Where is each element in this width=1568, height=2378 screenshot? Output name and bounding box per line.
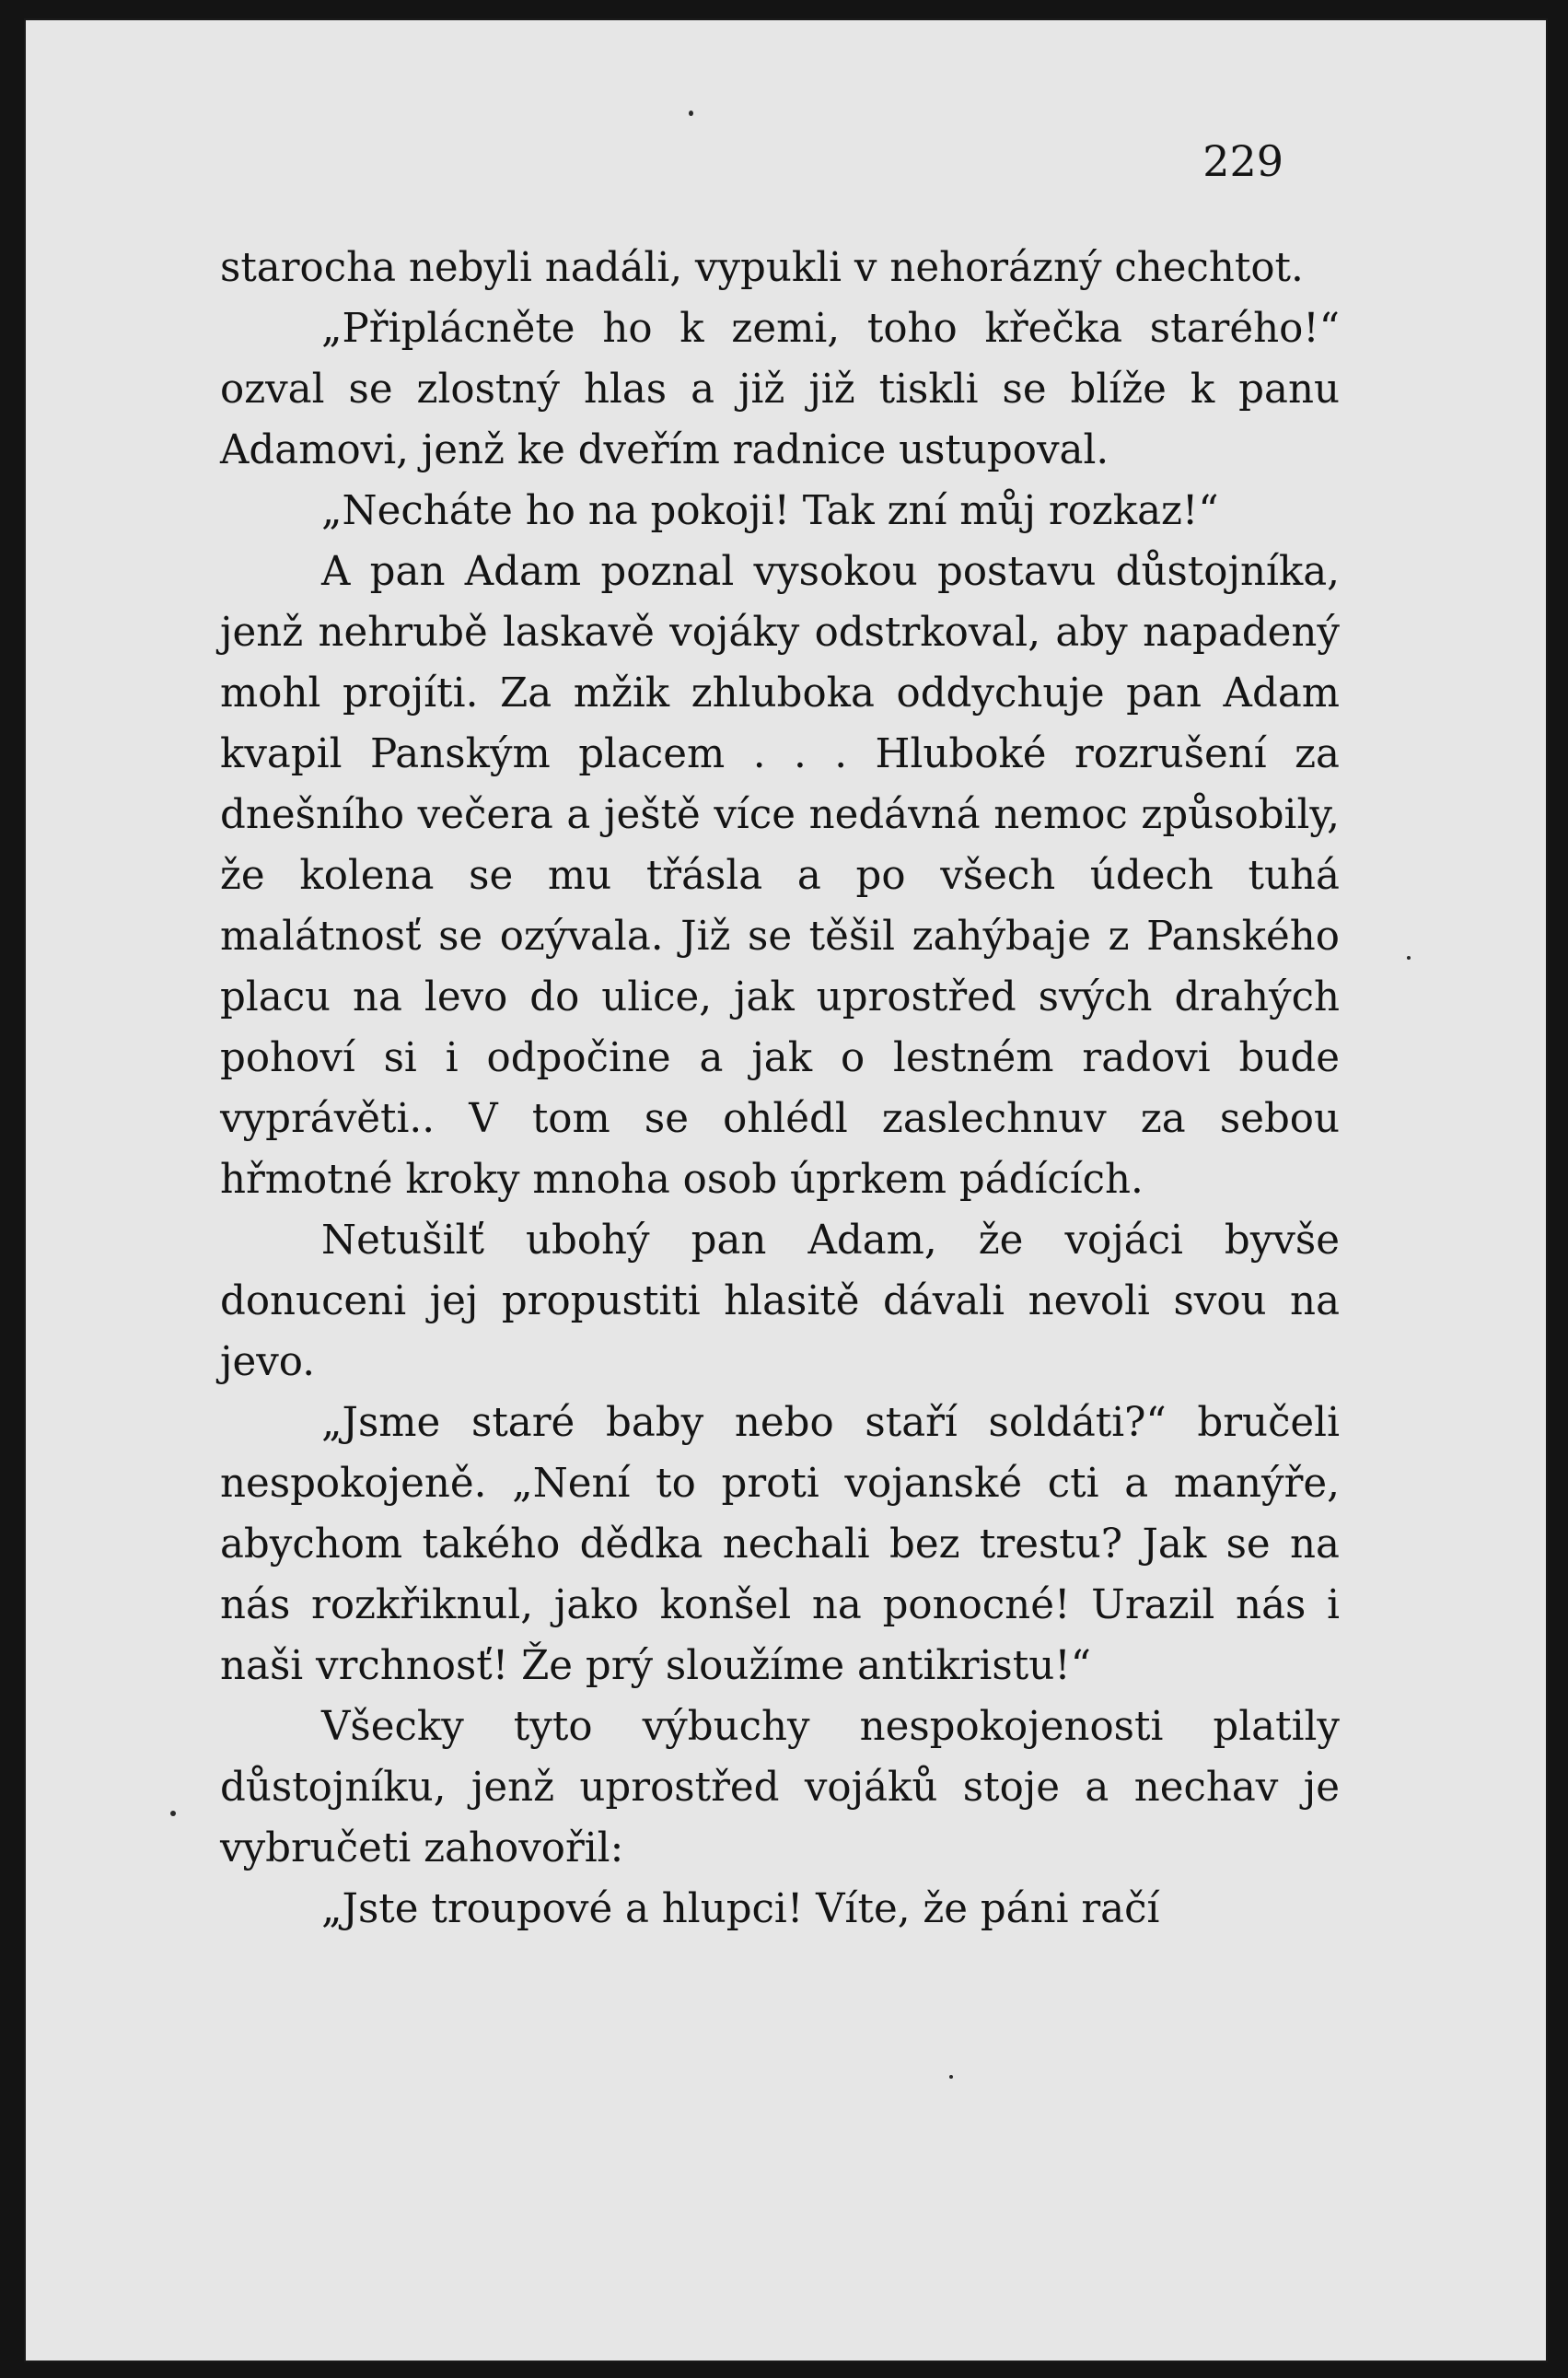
body-text xyxy=(220,238,1340,1940)
print-speck xyxy=(689,111,693,116)
paragraph-4: A pan Adam poznal vysokou postavu důstojníka, jenž nehrubě laskavě vojáky odstrkoval, aby napadený mohl projíti. Za mžik zhluboka oddychuje pan Adam kvapil Panským placem . . . Hluboké rozrušení za dnešního večera a ještě více nedávná nemoc způsobily, že kolena se mu třásla a po všech údech tuhá malátnosť se ozývala. Již se těšil zahýbaje z Panského placu na levo do ulice, jak uprostřed svých drahých pohoví si i odpočine a jak o lestném radovi bude vyprávěti.. V tom se ohlédl zaslechnuv za sebou hřmotné kroky mnoha osob úprkem pádících. xyxy=(220,549,1340,1203)
paragraph-5: Netušilť ubohý pan Adam, že vojáci byvše donuceni jej propustiti hlasitě dávali nevoli svou na jevo. xyxy=(220,1218,1340,1385)
paragraph-8: „Jste troupové a hlupci! Víte, že páni račí xyxy=(321,1886,1160,1932)
paragraph-2: „Připlácněte ho k zemi, toho křečka starého!“ ozval se zlostný hlas a již již tiskli se blíže k panu Adamovi, jenž ke dveřím radnice ustupoval. xyxy=(220,306,1340,473)
page-number: 229 xyxy=(1202,136,1283,186)
paragraph-1: starocha nebyli nadáli, vypukli v nehorázný chechtot. xyxy=(220,245,1304,291)
book-page xyxy=(24,18,1548,2362)
paragraph-6: „Jsme staré baby nebo staří soldáti?“ bručeli nespokojeně. „Není to proti vojanské cti a manýře, abychom takého dědka nechali bez trestu? Jak se na nás rozkřiknul, jako konšel na ponocné! Urazil nás i naši vrchnosť! Že prý sloužíme antikristu!“ xyxy=(220,1400,1340,1689)
paragraph-7: Všecky tyto výbuchy nespokojenosti platily důstojníku, jenž uprostřed vojáků stoje a nechav je vybručeti zahovořil: xyxy=(220,1704,1340,1871)
print-speck xyxy=(170,1811,176,1816)
paragraph-3: „Necháte ho na pokoji! Tak zní můj rozkaz!“ xyxy=(321,488,1219,534)
print-speck xyxy=(1407,956,1411,960)
print-speck xyxy=(949,2075,953,2079)
